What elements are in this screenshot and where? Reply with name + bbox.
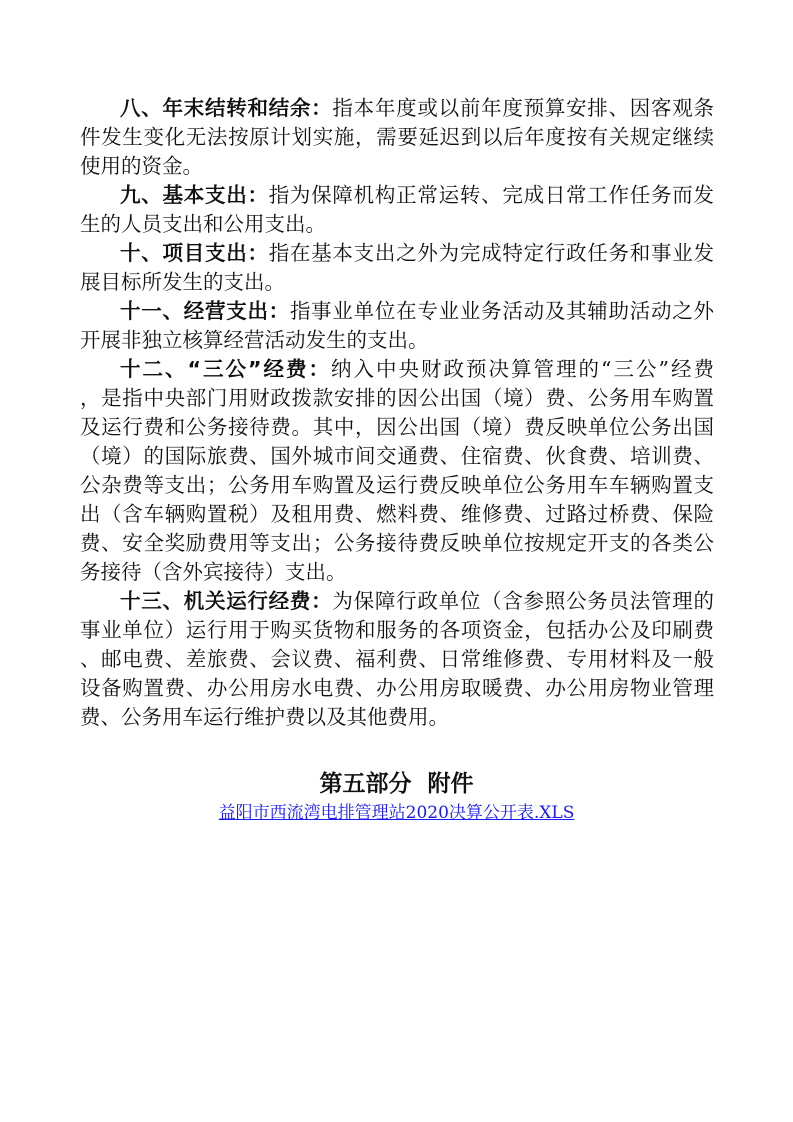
paragraph-text: 件发生变化无法按原计划实施，需要延迟到以后年度按有关规定继续 [80, 125, 714, 149]
paragraph-line [80, 355, 714, 384]
paragraph-heading: 十二、“三公”经费： [120, 357, 331, 381]
paragraph-text: 设备购置费、办公用房水电费、办公用房取暖费、办公用房物业管理 [80, 676, 714, 700]
paragraph-text: 费、安全奖励费用等支出；公务接待费反映单位按规定开支的各类公 [80, 531, 714, 555]
paragraph-heading: 八、年末结转和结余： [120, 96, 333, 120]
paragraph-text: 纳入中央财政预决算管理的“三公”经费 [330, 357, 714, 381]
paragraph-line [80, 587, 714, 616]
paragraph [80, 181, 714, 239]
paragraph-heading: 十一、经营支出： [120, 299, 290, 323]
paragraph-line [80, 500, 714, 529]
paragraph-heading: 十、项目支出： [120, 241, 269, 265]
paragraph-line [80, 442, 714, 471]
paragraph-text: 开展非独立核算经营活动发生的支出。 [80, 328, 429, 352]
paragraph-text: 事业单位）运行用于购买货物和服务的各项资金，包括办公及印刷费 [80, 618, 714, 642]
paragraph-text: （境）的国际旅费、国外城市间交通费、住宿费、伙食费、培训费、 [80, 444, 714, 468]
paragraph-text: 指为保障机构正常运转、完成日常工作任务而发 [268, 183, 715, 207]
paragraph-line [80, 384, 714, 413]
paragraph [80, 587, 714, 732]
paragraph-text: 费、公务用车运行维护费以及其他费用。 [80, 705, 449, 729]
paragraph [80, 355, 714, 587]
paragraph-text: 为保障行政单位（含参照公务员法管理的 [332, 589, 715, 613]
paragraph-line [80, 616, 714, 645]
paragraph [80, 239, 714, 297]
paragraph-text: 出（含车辆购置税）及租用费、燃料费、维修费、过路过桥费、保险 [80, 502, 714, 526]
paragraph-line [80, 558, 714, 587]
paragraph-line [80, 645, 714, 674]
paragraph [80, 94, 714, 181]
paragraph-text: 指事业单位在专业业务活动及其辅助活动之外 [289, 299, 715, 323]
paragraph [80, 297, 714, 355]
paragraph-line [80, 297, 714, 326]
paragraph-heading: 九、基本支出： [120, 183, 269, 207]
paragraph-line [80, 413, 714, 442]
paragraph-line [80, 674, 714, 703]
paragraph-text: 公杂费等支出；公务用车购置及运行费反映单位公务用车车辆购置支 [80, 473, 714, 497]
paragraph-line [80, 210, 714, 239]
paragraph-text: 、邮电费、差旅费、会议费、福利费、日常维修费、专用材料及一般 [80, 647, 714, 671]
paragraph-text: 指在基本支出之外为完成特定行政任务和事业发 [268, 241, 715, 265]
paragraph-line [80, 94, 714, 123]
paragraph-text: ，是指中央部门用财政拨款安排的因公出国（境）费、公务用车购置 [80, 386, 714, 410]
attachment-link[interactable]: 益阳市西流湾电排管理站2020决算公开表.XLS [218, 803, 575, 823]
paragraph-text: 使用的资金。 [80, 154, 203, 178]
paragraph-line [80, 471, 714, 500]
paragraph-line [80, 703, 714, 732]
paragraph-line [80, 326, 714, 355]
paragraph-line [80, 152, 714, 181]
paragraph-text: 及运行费和公务接待费。其中，因公出国（境）费反映单位公务出国 [80, 415, 714, 439]
document-body [80, 94, 714, 732]
paragraph-line [80, 529, 714, 558]
attachment [0, 798, 793, 823]
section-title: 第五部分 附件 [319, 771, 474, 797]
paragraph-line [80, 181, 714, 210]
paragraph-line [80, 123, 714, 152]
paragraph-text: 指本年度或以前年度预算安排、因客观条 [332, 96, 715, 120]
paragraph-heading: 十三、机关运行经费： [120, 589, 333, 613]
paragraph-text: 务接待（含外宾接待）支出。 [80, 560, 347, 584]
paragraph-text: 展目标所发生的支出。 [80, 270, 285, 294]
paragraph-text: 生的人员支出和公用支出。 [80, 212, 326, 236]
paragraph-line [80, 239, 714, 268]
paragraph-line [80, 268, 714, 297]
